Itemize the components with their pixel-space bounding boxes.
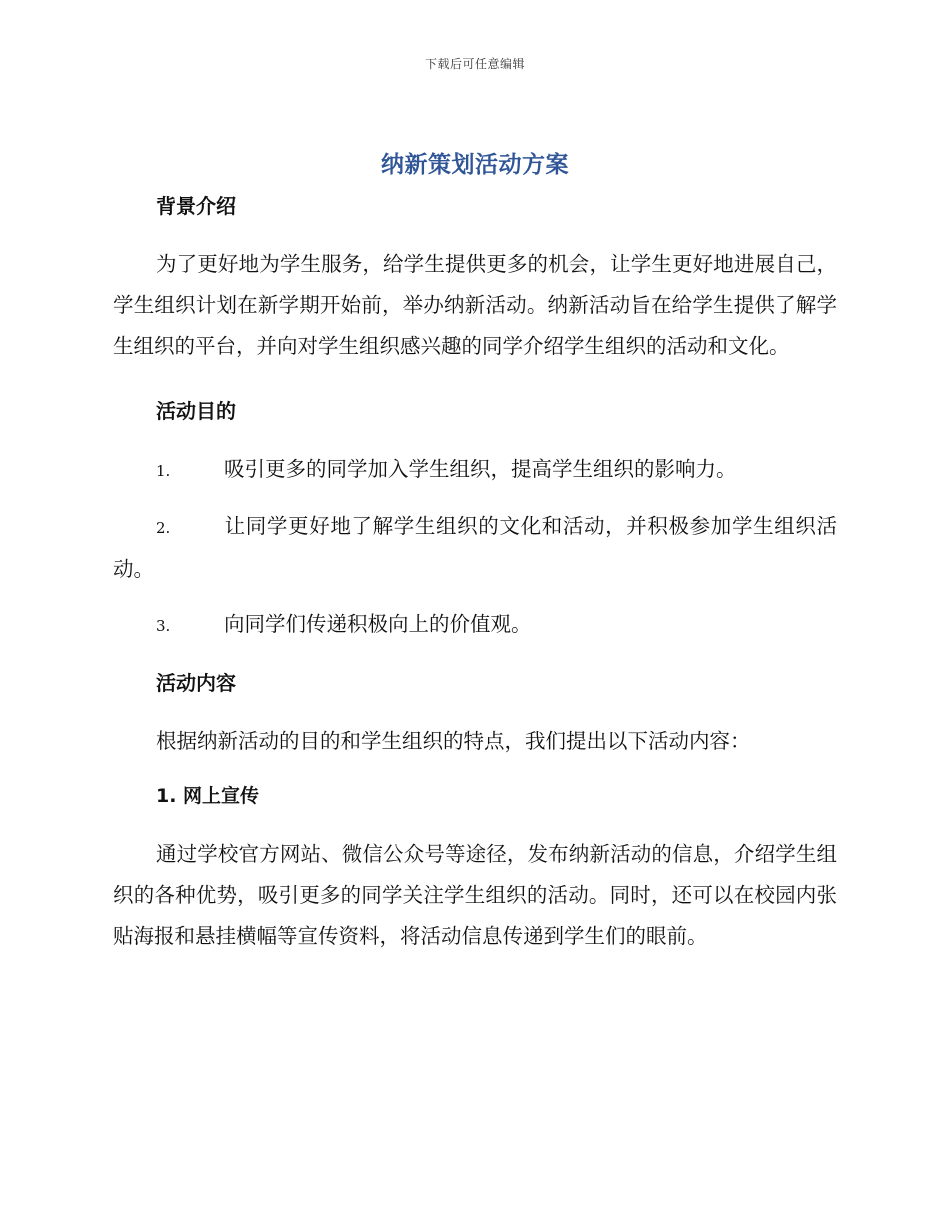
list-text: 吸引更多的同学加入学生组织，提高学生组织的影响力。 xyxy=(224,457,737,481)
list-item xyxy=(113,604,837,647)
header-note: 下载后可任意编辑 xyxy=(424,57,525,71)
list-text: 向同学们传递积极向上的价值观。 xyxy=(224,612,532,636)
online-promotion-paragraph: 通过学校官方网站、微信公众号等途径，发布纳新活动的信息，介绍学生组织的各种优势，吸引更多的同学关注学生组织的活动。同时，还可以在校园内张贴海报和悬挂横幅等宣传资料，将活动信息传递到学生们的眼前。 xyxy=(113,842,837,948)
background-paragraph: 为了更好地为学生服务，给学生提供更多的机会，让学生更好地进展自己，学生组织计划在新学期开始前，举办纳新活动。纳新活动旨在给学生提供了解学生组织的平台，并向对学生组织感兴趣的同学介绍学生组织的活动和文化。 xyxy=(113,252,837,358)
list-number: 1. xyxy=(156,462,171,480)
section-heading-content: 活动内容 xyxy=(156,671,236,695)
section-heading-background: 背景介绍 xyxy=(156,194,236,218)
list-number: 3. xyxy=(156,617,171,635)
list-number: 2. xyxy=(156,519,171,537)
list-text: 让同学更好地了解学生组织的文化和活动，并积极参加学生组织活动。 xyxy=(113,514,837,581)
content-intro-paragraph: 根据纳新活动的目的和学生组织的特点，我们提出以下活动内容： xyxy=(156,729,751,753)
subsection-heading-online-promotion: 1. 网上宣传 xyxy=(156,785,260,807)
list-item xyxy=(113,506,837,590)
list-item xyxy=(113,449,837,492)
section-heading-purpose: 活动目的 xyxy=(156,399,236,423)
document-body xyxy=(113,190,837,967)
document-title: 纳新策划活动方案 xyxy=(381,152,569,178)
